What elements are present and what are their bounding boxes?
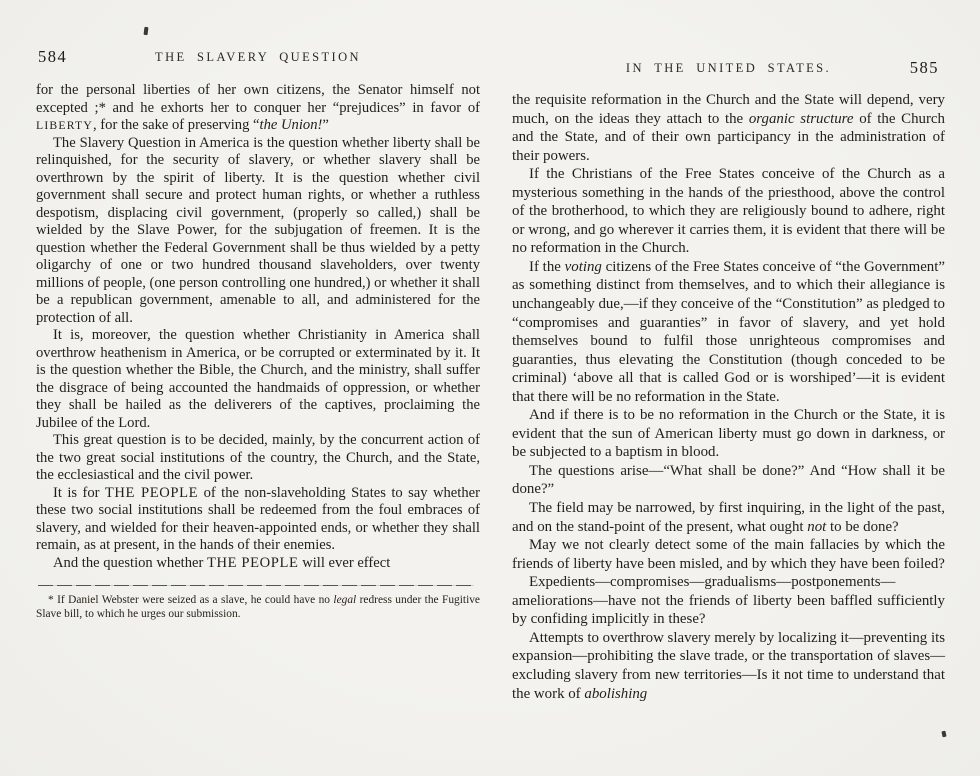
body-text: citizens of the Free States conceive of “the Government” as something distinct from themselves, and to which their allegiance is unchangeably due,—if they conceive of the “Constitution” as pledged to “compromises and guaranties” in favor of slavery, and yet hold themselves bound to fulfil those unrighteous compromises and guaranties, thus elevating the Constitution (though conceded to be criminal) ‘above all that is called God or is worshiped’—it is evident that there will be no reformation in the State. xyxy=(512,258,945,405)
paragraph xyxy=(512,462,945,499)
emphasized-text: THE PEOPLE xyxy=(207,554,299,571)
body-text: The Slavery Question in America is the question whether liberty shall be relinquished, for the security of slavery, or whether slavery shall be overthrown by the spirit of liberty. It is the question whether civil government shall secure and protect human rights, or whether a ruthless despotism, displacing civil government, (properly so called,) shall be wielded by the Slave Power, for the subjugation of freemen. It is the question whether the Federal Government shall be thus wielded by a petty oligarchy of one or two hundred thousand slaveholders, over twenty millions of people, (one person controlling one hundred,) or whether it shall be a republican government, amenable to all, and administered for the protection of all. xyxy=(36,134,480,326)
paragraph xyxy=(36,555,480,573)
body-text: It is, moreover, the question whether Christianity in America shall overthrow heathenism in America, or be corrupted or exterminated by it. It is the question whether the Bible, the Church, and the ministry, shall suffer the disgrace of being accounted the handmaids of oppression, or whether they shall be hailed as the deliverers of the captives, proclaiming the Jubilee of the Lord. xyxy=(36,327,480,431)
body-text: It is for xyxy=(53,484,105,501)
ink-speck xyxy=(941,731,946,738)
body-text: the requisite reformation in the Church and the State will depend, very much, on the ideas they attach to the xyxy=(512,92,945,127)
body-text: of the Church and the State, and of their own participancy in the administration of their powers. xyxy=(512,110,945,164)
page-header-right xyxy=(512,58,945,81)
footnote-separator xyxy=(38,585,474,586)
paragraph xyxy=(512,499,945,536)
body-text: This great question is to be decided, mainly, by the concurrent action of the two great social institutions of the country, the Church, and the State, the ecclesiastical and the civil power. xyxy=(36,432,480,483)
paragraph xyxy=(512,406,945,462)
footnote xyxy=(36,593,480,622)
body-text: The field may be narrowed, by first inquiring, in the light of the past, and on the stand-point of the present, what ought xyxy=(512,500,945,535)
body-text: If the Christians of the Free States conceive of the Church as a mysterious something in the hands of the priesthood, above the control of the brotherhood, to which they are religiously bound to adhere, right or wrong, and go wherever it carries them, it is evident that there will be no reformation in the Church. xyxy=(512,166,945,257)
paragraph xyxy=(512,258,945,406)
paragraph xyxy=(36,593,480,622)
paragraph xyxy=(512,165,945,258)
body-text: The questions arise—“What shall be done?” And “How shall it be done?” xyxy=(512,462,945,498)
paragraph xyxy=(512,91,945,165)
body-text: Expedients—compromises—gradualisms—postponements—ameliorations—have not the friends of liberty been baffled sufficiently by confiding implicitly in these? xyxy=(512,574,945,628)
emphasized-text: THE PEOPLE xyxy=(104,484,199,501)
body-text: Attempts to overthrow slavery merely by localizing it—preventing its expansion—prohibiting the slave trade, or the transportation of slaves—excluding slavery from new territories—Is it not time to understand that the work of xyxy=(512,629,946,702)
body-text: * If Daniel Webster were seized as a slave, he could have no xyxy=(48,594,334,606)
page-number-left: 584 xyxy=(38,47,68,66)
body-text: to be done? xyxy=(826,518,899,535)
paragraph xyxy=(512,629,945,703)
body-text: will ever effect xyxy=(298,554,391,571)
paragraph xyxy=(36,135,480,328)
body-text: May we not clearly detect some of the main fallacies by which the friends of liberty have been misled, and by which they have been foiled? xyxy=(512,537,945,572)
page-right-585 xyxy=(512,58,946,703)
page-number-right: 585 xyxy=(909,58,939,77)
italic-text: voting xyxy=(564,258,602,275)
page-body-left xyxy=(36,82,480,572)
emphasized-text: LIBERTY xyxy=(36,119,93,132)
body-text: And if there is to be no reformation in the Church or the State, it is evident that the sun of American liberty must go down in darkness, or be subjected to a baptism in blood. xyxy=(512,407,945,461)
italic-text: the Union! xyxy=(259,117,323,133)
body-text: of the non-slaveholding States to say whether these two social institutions shall be redeemed from the foul embraces of slavery, and wielded for their heaven-appointed ends, or whether they shall remain, as at present, in the hands of their enemies. xyxy=(36,484,480,553)
body-text: , for the sake of preserving “ xyxy=(92,117,260,133)
paragraph xyxy=(512,573,945,629)
page-body-right xyxy=(512,91,945,703)
italic-text: not xyxy=(807,518,827,535)
body-text: for the personal liberties of her own citizens, the Senator himself not excepted ;* and he exhorts her to conquer her “prejudices” in favor of xyxy=(36,82,480,116)
paragraph xyxy=(36,327,480,432)
paragraph xyxy=(36,485,480,555)
body-text: redress under the Fugitive Slave bill, to which he urges our submission. xyxy=(36,594,480,621)
running-title-right: IN THE UNITED STATES. xyxy=(625,61,832,75)
running-title-left: THE SLAVERY QUESTION xyxy=(155,50,361,64)
italic-text: organic structure xyxy=(748,110,854,127)
body-text: If the xyxy=(529,258,565,275)
italic-text: legal xyxy=(333,594,357,606)
ink-speck xyxy=(144,27,149,35)
body-text: And the question whether xyxy=(53,554,208,571)
page-left-584 xyxy=(36,47,480,622)
paragraph xyxy=(36,82,480,135)
page-header-left xyxy=(36,47,480,70)
body-text: ” xyxy=(322,117,329,133)
paragraph xyxy=(512,536,945,573)
paragraph xyxy=(36,432,480,485)
italic-text: abolishing xyxy=(584,685,648,702)
